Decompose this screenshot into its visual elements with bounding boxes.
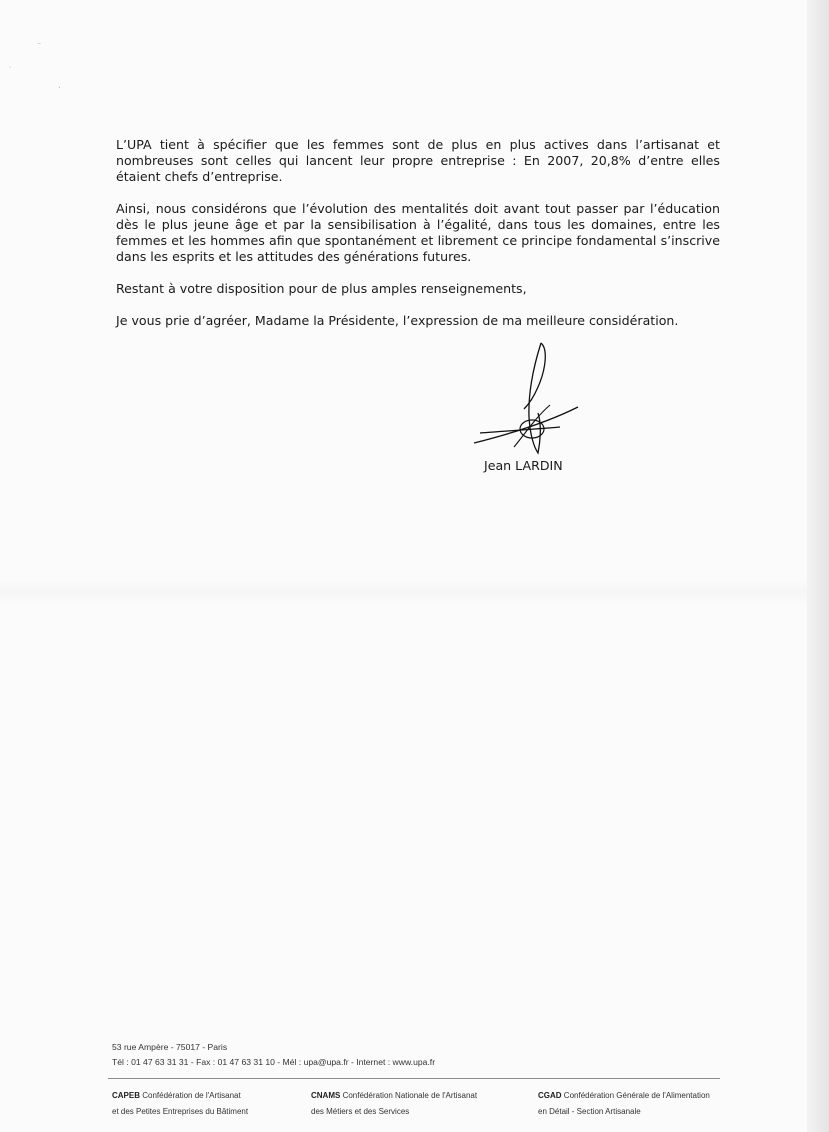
signer-name: Jean LARDIN <box>484 458 563 473</box>
scan-speck: ⁻ <box>37 40 42 49</box>
letter-body <box>116 137 720 345</box>
paragraph-availability: Restant à votre disposition pour de plus amples renseignements, <box>116 281 527 296</box>
footer-contact-line: Tél : 01 47 63 31 31 - Fax : 01 47 63 31 10 - Mél : upa@upa.fr - Internet : www.upa.fr <box>112 1057 436 1067</box>
scan-fold-band <box>0 580 807 604</box>
org-name-line2: en Détail - Section Artisanale <box>538 1107 641 1116</box>
paragraph-education: Ainsi, nous considérons que l’évolution des mentalités doit avant tout passer par l’éducation dès le plus jeune âge et par la sensibilisation à l’égalité, dans tous les domaines, entre les femmes et les hommes afin que spontanément et librement ce principe fondamental s’inscrive dans les esprits et les attitudes des générations futures. <box>116 201 720 264</box>
scan-speck: ˴ <box>58 82 61 91</box>
org-name-line1: Confédération Nationale de l'Artisanat <box>342 1091 478 1100</box>
org-name-line1: Confédération de l'Artisanat <box>142 1091 241 1100</box>
paragraph-closing: Je vous prie d’agréer, Madame la Présidente, l’expression de ma meilleure considération. <box>116 313 679 328</box>
footer-address-block <box>112 1040 435 1070</box>
footer-org-capeb <box>112 1088 248 1120</box>
footer-divider <box>108 1078 720 1079</box>
org-name-line1: Confédération Générale de l'Alimentation <box>563 1091 710 1100</box>
paragraph-women-entrepreneurs: L’UPA tient à spécifier que les femmes sont de plus en plus actives dans l’artisanat et nombreuses sont celles qui lancent leur propre entreprise : En 2007, 20,8% d’entre elles étaient chefs d’entreprise. <box>116 137 720 184</box>
org-acronym: CGAD <box>538 1091 562 1100</box>
scan-speck: ˙ <box>8 66 12 75</box>
org-name-line2: des Métiers et des Services <box>311 1107 410 1116</box>
org-acronym: CAPEB <box>112 1091 141 1100</box>
org-name-line2: et des Petites Entreprises du Bâtiment <box>112 1107 249 1116</box>
signature-image <box>466 335 586 460</box>
page-edge-shadow <box>807 0 829 1132</box>
footer-org-cnams <box>311 1088 477 1120</box>
org-acronym: CNAMS <box>311 1091 341 1100</box>
footer-org-cgad <box>538 1088 710 1120</box>
footer-street-address: 53 rue Ampère - 75017 - Paris <box>112 1042 228 1052</box>
